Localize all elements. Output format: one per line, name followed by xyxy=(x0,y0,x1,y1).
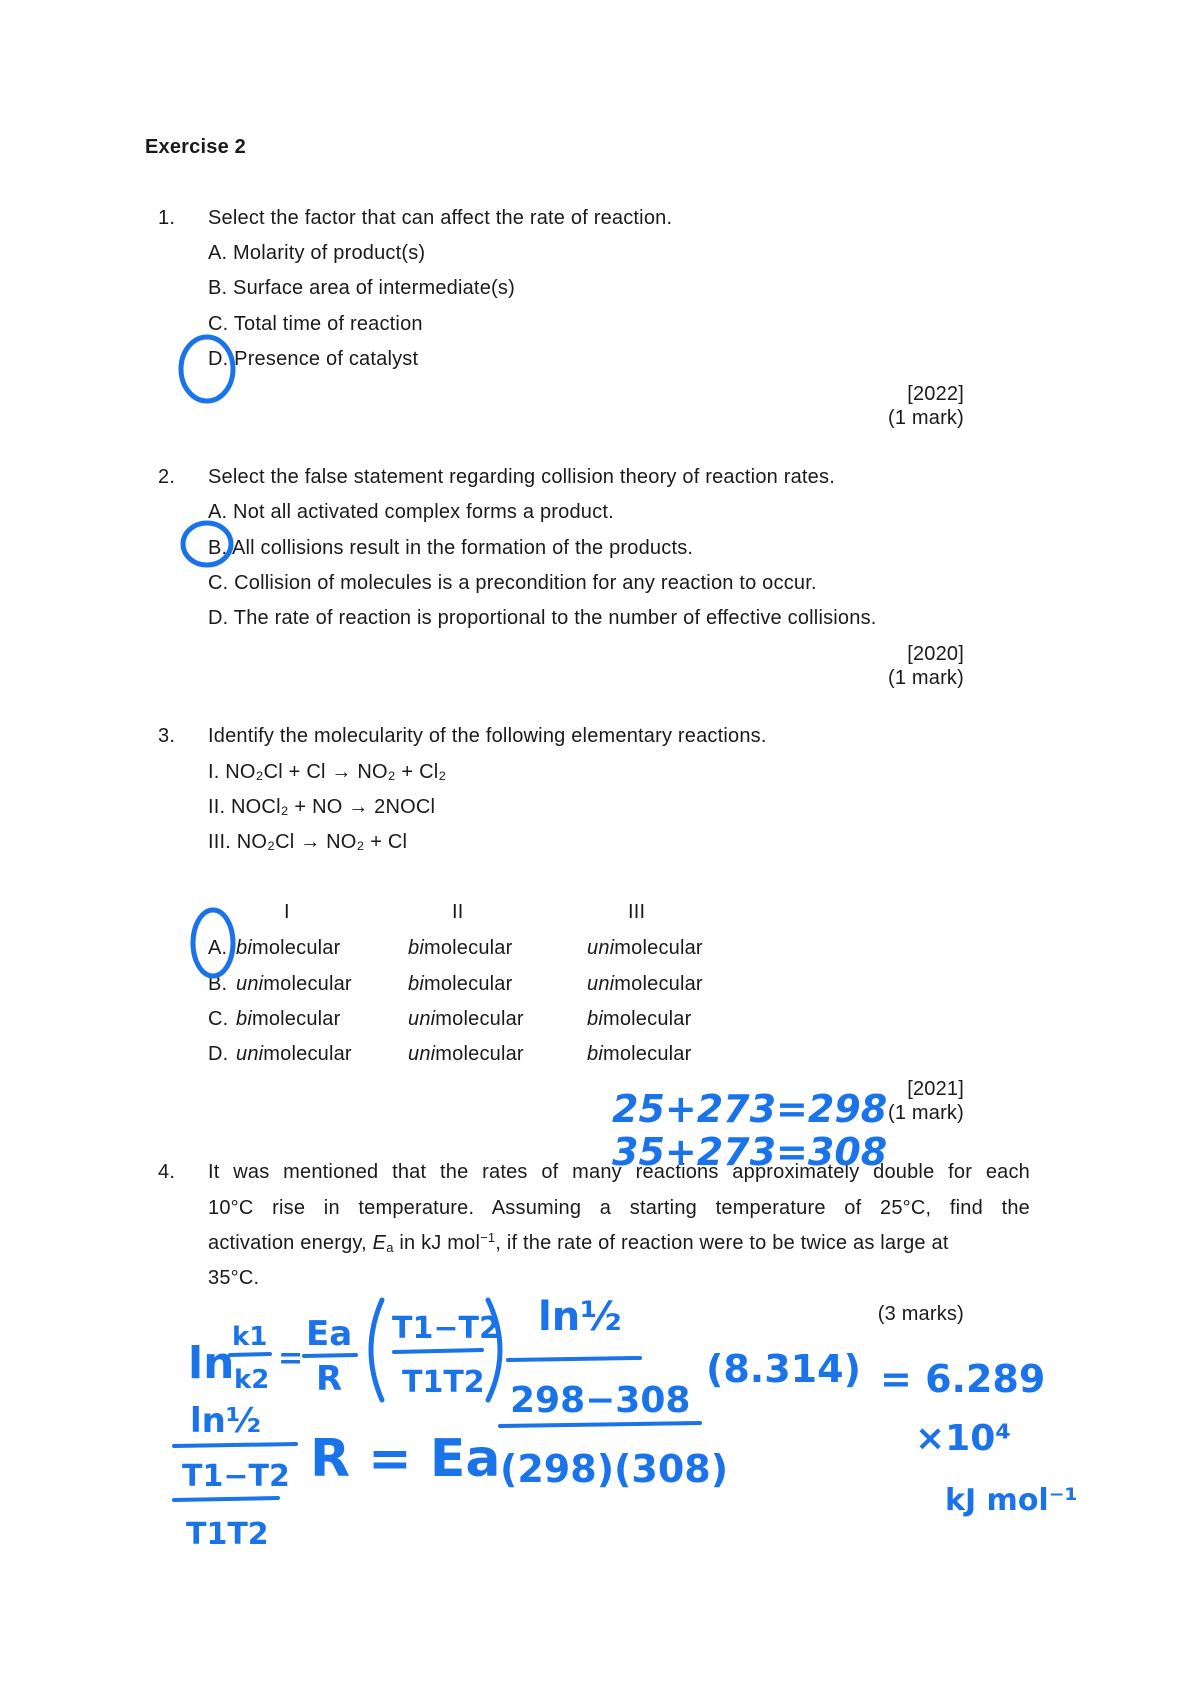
q2-stem: Select the false statement regarding collision theory of reaction rates. xyxy=(208,466,835,488)
hw-eq1-k1: k1 xyxy=(232,1322,268,1352)
hw-result-exponent: ×10⁴ xyxy=(915,1418,1012,1459)
hw-eq2-ln: ln½ xyxy=(538,1294,622,1340)
q3-row-a-letter: A. xyxy=(208,937,228,959)
molecularity-prefix: bi xyxy=(587,1043,603,1065)
q4-line-3-c: , if the rate of reaction were to be twice as large at xyxy=(495,1232,949,1254)
q3-row-d-col3: bimolecular xyxy=(587,1043,692,1065)
q1-option-c: C. Total time of reaction xyxy=(208,313,423,335)
q3-reaction-2: II. NOCl₂ + NO → 2NOCl xyxy=(208,796,436,818)
hw-eq2-frac-line-inner xyxy=(500,1423,700,1426)
hw-eq2-denominator-top: 298−308 xyxy=(510,1380,691,1421)
q3-number: 3. xyxy=(158,725,176,747)
molecularity-prefix: bi xyxy=(236,1008,252,1030)
q3-row-d-col2: unimolecular xyxy=(408,1043,524,1065)
hw-eq1-r: R xyxy=(316,1359,343,1399)
q1-number: 1. xyxy=(158,207,176,229)
hw-eq1-ea: Ea xyxy=(306,1314,353,1354)
q2-year: [2020] xyxy=(907,643,964,665)
hw-eq1-k2: k2 xyxy=(234,1365,270,1395)
q1-option-a: A. Molarity of product(s) xyxy=(208,242,426,264)
molecularity-prefix: uni xyxy=(587,973,615,995)
q3-row-b-col1: unimolecular xyxy=(236,973,352,995)
hw-left-ln: ln½ xyxy=(190,1401,262,1441)
q1-option-d: D. Presence of catalyst xyxy=(208,348,419,370)
q3-row-c-col2: unimolecular xyxy=(408,1008,524,1030)
q3-header-iii: III xyxy=(628,901,646,923)
activation-energy-symbol: E xyxy=(372,1232,387,1254)
q3-row-d-letter: D. xyxy=(208,1043,229,1065)
molecularity-prefix: uni xyxy=(587,937,615,959)
hw-left-frac-line-2 xyxy=(174,1498,278,1500)
q4-line-1: It was mentioned that the rates of many reactions approximately double for each xyxy=(208,1161,1030,1183)
q4-marks: (3 marks) xyxy=(877,1303,964,1325)
q4-line-2: 10°C rise in temperature. Assuming a starting temperature of 25°C, find the xyxy=(208,1197,1030,1219)
hw-eq1-ln: ln xyxy=(188,1338,235,1389)
molecularity-prefix: bi xyxy=(587,1008,603,1030)
hw-eq1-t1t2-bottom: T1T2 xyxy=(402,1365,485,1400)
hw-eq2-denominator-bottom: (298)(308) xyxy=(500,1447,729,1491)
q3-row-b-col2: bimolecular xyxy=(408,973,513,995)
q4-unit-exponent: −1 xyxy=(480,1230,496,1245)
q3-row-a-col1: bimolecular xyxy=(236,937,341,959)
q3-year: [2021] xyxy=(907,1078,964,1100)
hw-left-frac-line-1 xyxy=(174,1444,296,1446)
hw-eq1-t1t2-top: T1−T2 xyxy=(392,1311,500,1346)
q3-row-a-col3: unimolecular xyxy=(587,937,703,959)
page-title: Exercise 2 xyxy=(145,136,246,158)
q4-line-3 xyxy=(208,1231,949,1255)
q4-line-3-b: in kJ mol xyxy=(393,1232,481,1254)
molecularity-prefix: bi xyxy=(408,937,424,959)
q2-option-b: B. All collisions result in the formation of the products. xyxy=(208,537,694,559)
hw-left-t1t2-top: T1−T2 xyxy=(182,1459,290,1494)
molecularity-prefix: uni xyxy=(408,1008,436,1030)
q3-header-ii: II xyxy=(452,901,464,923)
q3-row-c-col1: bimolecular xyxy=(236,1008,341,1030)
q3-row-b-col3: unimolecular xyxy=(587,973,703,995)
hw-result: = 6.289 xyxy=(880,1357,1046,1401)
hw-eq2-frac-line-main xyxy=(508,1358,640,1360)
q3-stem: Identify the molecularity of the following elementary reactions. xyxy=(208,725,767,747)
hw-eq1-frac-line-2 xyxy=(304,1355,356,1356)
molecularity-prefix: bi xyxy=(236,937,252,959)
q3-reaction-3: III. NO₂Cl → NO₂ + Cl xyxy=(208,831,408,853)
activation-energy-subscript: a xyxy=(386,1240,394,1255)
q1-option-b: B. Surface area of intermediate(s) xyxy=(208,277,515,299)
q1-year: [2022] xyxy=(907,383,964,405)
q3-marks: (1 mark) xyxy=(887,1102,964,1124)
molecularity-prefix: uni xyxy=(236,973,264,995)
hw-eq1-paren-open xyxy=(371,1300,382,1400)
hw-eq1-paren-close xyxy=(488,1300,500,1400)
molecularity-prefix: uni xyxy=(408,1043,436,1065)
q3-row-c-col3: bimolecular xyxy=(587,1008,692,1030)
q4-number: 4. xyxy=(158,1161,176,1183)
molecularity-prefix: uni xyxy=(236,1043,264,1065)
hw-left-t1t2-bottom: T1T2 xyxy=(186,1517,269,1552)
q2-number: 2. xyxy=(158,466,176,488)
hw-eq1-frac-line-1 xyxy=(230,1354,270,1355)
q2-option-a: A. Not all activated complex forms a product. xyxy=(208,501,614,523)
hw-result-unit: kJ mol⁻¹ xyxy=(945,1483,1078,1518)
q3-row-a-col2: bimolecular xyxy=(408,937,513,959)
molecularity-prefix: bi xyxy=(408,973,424,995)
q1-stem: Select the factor that can affect the rate of reaction. xyxy=(208,207,673,229)
hw-eq1-equals: = xyxy=(278,1341,304,1376)
hw-r-equals-ea: R = Ea xyxy=(310,1429,501,1489)
q3-header-i: I xyxy=(284,901,290,923)
q4-line-4: 35°C. xyxy=(208,1267,260,1289)
q3-row-c-letter: C. xyxy=(208,1008,229,1030)
hw-eq1-frac-line-3 xyxy=(394,1350,482,1352)
q1-marks: (1 mark) xyxy=(887,407,964,429)
q3-row-d-col1: unimolecular xyxy=(236,1043,352,1065)
hw-eq2-multiplier: (8.314) xyxy=(706,1347,861,1391)
q3-reaction-1: I. NO₂Cl + Cl → NO₂ + Cl₂ xyxy=(208,761,447,783)
q2-option-c: C. Collision of molecules is a precondition for any reaction to occur. xyxy=(208,572,817,594)
q2-option-d: D. The rate of reaction is proportional to the number of effective collisions. xyxy=(208,607,877,629)
q3-row-b-letter: B. xyxy=(208,973,228,995)
hw-temp-1: 25+273=298 xyxy=(612,1087,888,1131)
q2-marks: (1 mark) xyxy=(887,667,964,689)
hw-temp-2: 35+273=308 xyxy=(612,1130,888,1174)
q4-line-3-a: activation energy, xyxy=(208,1232,373,1254)
